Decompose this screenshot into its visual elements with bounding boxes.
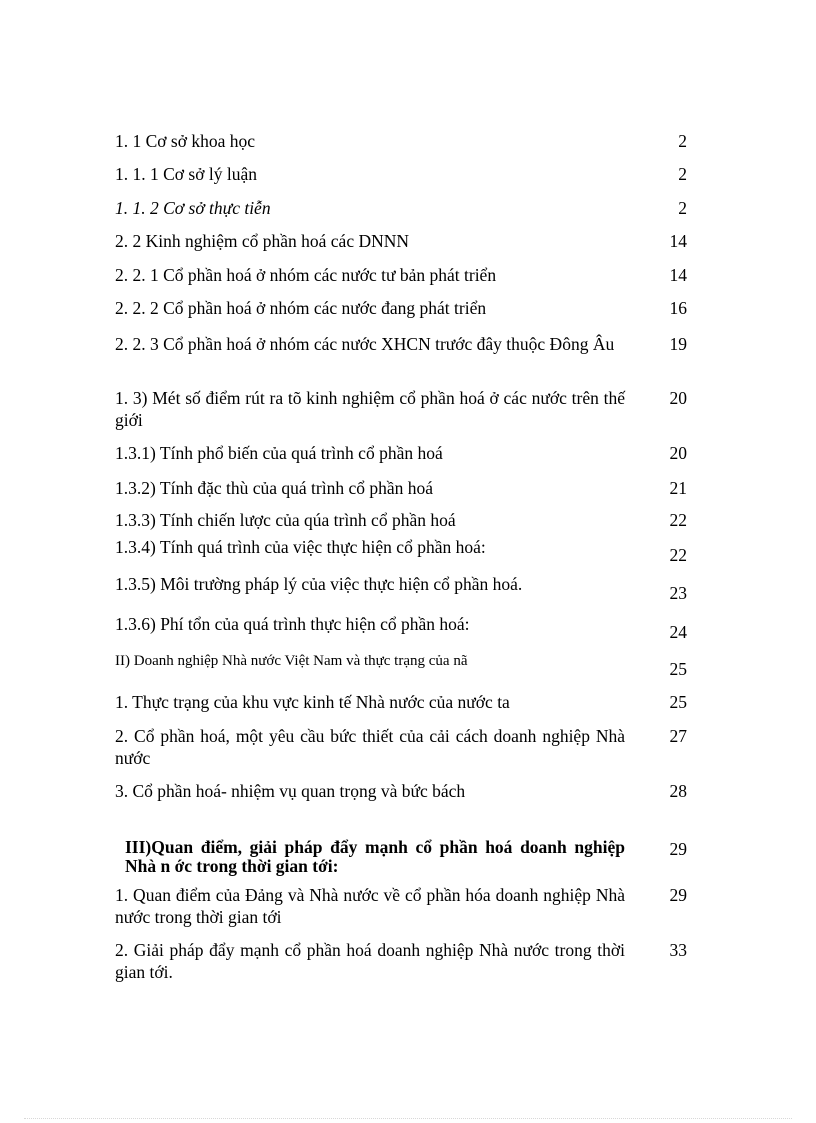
toc-entry-page: 14 (669, 231, 687, 251)
toc-entry-text: 1. 3) Mét số điểm rút ra tõ kinh nghiệm cổ phần hoá ở các nước trên thế giới (115, 388, 625, 430)
toc-entry-page: 21 (669, 478, 687, 498)
toc-entry-page: 2 (678, 131, 687, 151)
toc-entry-text: 2. Giải pháp đẩy mạnh cổ phần hoá doanh nghiệp Nhà nước trong thời gian tới. (115, 940, 625, 982)
toc-entry-text: 1.3.1) Tính phổ biến của quá trình cổ phần hoá (115, 443, 443, 463)
toc-entry-text: 1.3.6) Phí tổn của quá trình thực hiện cổ phần hoá: (115, 614, 470, 634)
toc-entry (115, 442, 690, 464)
toc-entry-page: 29 (669, 839, 687, 859)
toc-entry-page: 23 (669, 583, 687, 603)
toc-entry-page: 25 (669, 659, 687, 679)
page-bottom-divider (24, 1118, 792, 1119)
toc-entry-page: 14 (669, 265, 687, 285)
toc-entry-page: 22 (669, 510, 687, 530)
toc-entry-text: 1.3.3) Tính chiến lược của qúa trình cổ phần hoá (115, 510, 456, 530)
toc-entry-text: 1. 1. 1 Cơ sở lý luận (115, 164, 257, 184)
toc-entry-text: 1. Quan điểm của Đảng và Nhà nước về cổ phần hóa doanh nghiệp Nhà nước trong thời gian tới (115, 885, 625, 927)
toc-entry-page: 20 (669, 443, 687, 463)
toc-entry (115, 838, 690, 876)
toc-entry-text: 2. 2. 3 Cổ phần hoá ở nhóm các nước XHCN trước đây thuộc Đông Âu (115, 334, 615, 354)
toc-entry-text: 2. 2. 1 Cổ phần hoá ở nhóm các nước tư bản phát triển (115, 265, 497, 285)
toc-entry (115, 725, 690, 769)
toc-entry-page: 27 (669, 726, 687, 746)
toc-entry-page: 28 (669, 781, 687, 801)
toc-entry-text: 1.3.2) Tính đặc thù của quá trình cổ phần hoá (115, 478, 433, 498)
toc-entry (115, 477, 690, 499)
toc-entry (115, 264, 690, 286)
toc-entry (115, 780, 690, 802)
toc-entry (115, 130, 690, 152)
toc-entry-text: 2. 2 Kinh nghiệm cổ phần hoá các DNNN (115, 231, 410, 251)
toc-entry (115, 884, 690, 928)
toc-entry-text: 1.3.4) Tính quá trình của việc thực hiện cổ phần hoá: (115, 537, 486, 557)
toc-entry-page: 19 (669, 334, 687, 354)
toc-entry-text: 1. Thực trạng của khu vực kinh tế Nhà nước của nước ta (115, 692, 510, 712)
toc-entry-text: 2. Cổ phần hoá, một yêu cầu bức thiết của cải cách doanh nghiệp Nhà nước (115, 726, 625, 768)
toc-entry (115, 163, 690, 185)
toc-entry-text: II) Doanh nghiệp Nhà nước Việt Nam và thực trạng của nã (115, 653, 468, 669)
toc-entry-text: 1.3.5) Môi trường pháp lý của việc thực hiện cổ phần hoá. (115, 574, 523, 594)
toc-entry (115, 691, 690, 713)
toc-entry (115, 230, 690, 252)
toc-entry (115, 509, 690, 531)
toc-entry-page: 33 (669, 940, 687, 960)
toc-entry (115, 297, 690, 319)
toc-entry-page: 22 (669, 545, 687, 565)
toc-entry-text: 2. 2. 2 Cổ phần hoá ở nhóm các nước đang phát triển (115, 298, 487, 318)
toc-entry-page: 29 (669, 885, 687, 905)
toc-entry-text: 1. 1. 2 Cơ sở thực tiễn (115, 198, 271, 218)
toc-entry (115, 333, 690, 355)
toc-entry-page: 2 (678, 164, 687, 184)
toc-entry-page: 2 (678, 198, 687, 218)
toc-entry (115, 387, 690, 431)
toc-entry (115, 613, 690, 642)
toc-entry-text: 1. 1 Cơ sở khoa học (115, 131, 256, 151)
toc-entry-page: 24 (669, 622, 687, 642)
toc-entry-text: 3. Cổ phần hoá- nhiệm vụ quan trọng và bức bách (115, 781, 466, 801)
toc-entry (115, 650, 690, 679)
toc-entry (115, 536, 690, 565)
toc-entry (115, 573, 690, 603)
toc-entry-page: 16 (669, 298, 687, 318)
toc-entry (115, 197, 690, 219)
toc-entry (115, 939, 690, 983)
toc-entry-text: III)Quan điểm, giải pháp đẩy mạnh cổ phần hoá doanh nghiệp Nhà n ớc trong thời gian tới: (125, 837, 625, 876)
toc-entry-page: 25 (669, 692, 687, 712)
toc-entry-page: 20 (669, 388, 687, 408)
